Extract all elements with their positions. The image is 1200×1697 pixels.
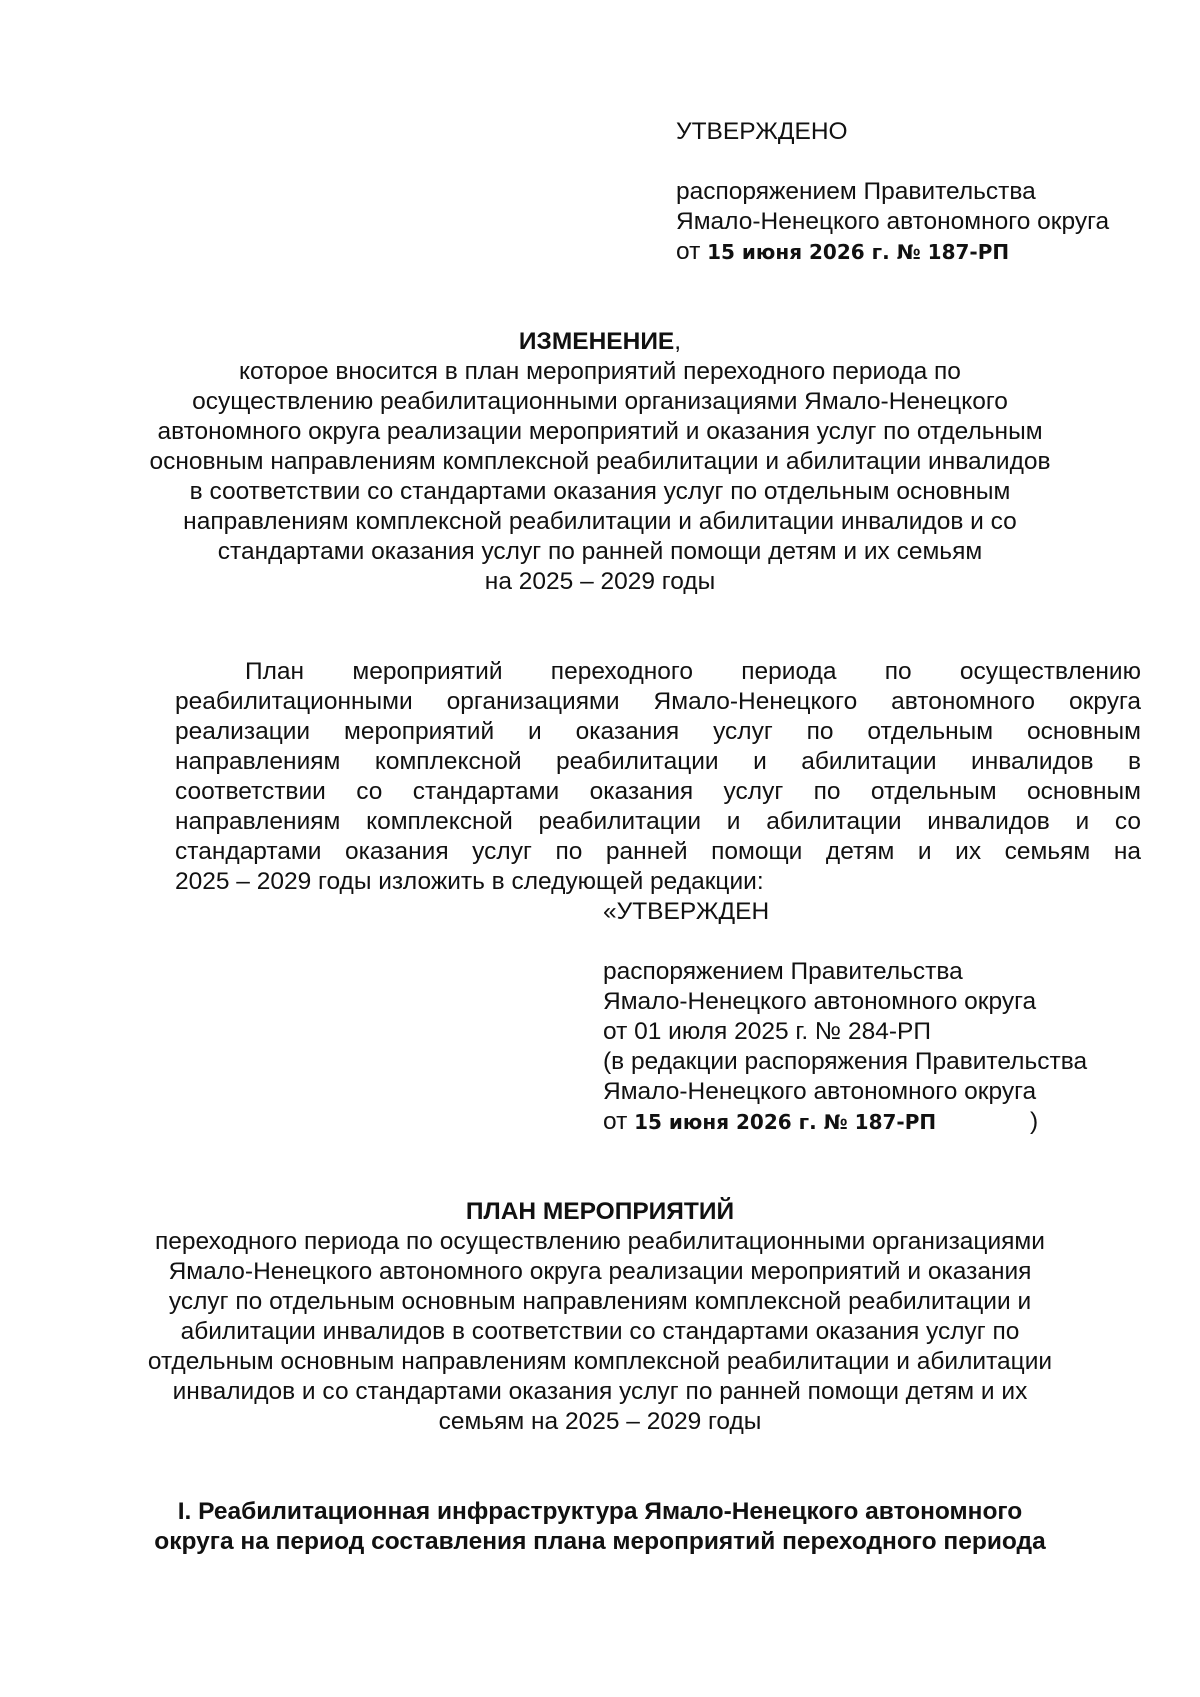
approved-plan-line-1: распоряжением Правительства <box>603 958 963 985</box>
change-line-6: направлениям комплексной реабилитации и абилитации инвалидов и со <box>183 508 1017 535</box>
change-title <box>0 327 1200 357</box>
approved-plan-line-2: Ямало-Ненецкого автономного округа <box>603 988 1037 1015</box>
approval-title: УТВЕРЖДЕНО <box>676 118 848 145</box>
change-line-4: основным направлениям комплексной реабилитации и абилитации инвалидов <box>149 448 1051 475</box>
plan-line-7: семьям на 2025 – 2029 годы <box>438 1408 762 1435</box>
paragraph-line-5: соответствии со стандартами оказания услуг по отдельным основным <box>175 778 1141 805</box>
plan-line-2: Ямало-Ненецкого автономного округа реализации мероприятий и оказания <box>168 1258 1032 1285</box>
paragraph-line-7: стандартами оказания услуг по ранней помощи детям и их семьям на <box>175 838 1141 865</box>
approved-plan-date-signature: 15 июня 2026 г. № 187-РП <box>634 1110 937 1134</box>
approved-plan-line-5: Ямало-Ненецкого автономного округа <box>603 1078 1037 1105</box>
plan-line-6: инвалидов и со стандартами оказания услуг по ранней помощи детям и их <box>172 1378 1028 1405</box>
change-line-8: на 2025 – 2029 годы <box>484 568 716 595</box>
change-title-text: ИЗМЕНЕНИЕ <box>518 328 675 355</box>
plan-line-5: отдельным основным направлениям комплексной реабилитации и абилитации <box>147 1348 1053 1375</box>
approved-plan-date-prefix: от <box>603 1108 628 1135</box>
approved-plan-closing-paren: ) <box>1030 1108 1039 1135</box>
change-title-punct: , <box>674 328 682 355</box>
main-paragraph <box>175 657 1141 897</box>
approval-line-1: распоряжением Правительства <box>676 178 1036 205</box>
change-line-1: которое вносится в план мероприятий переходного периода по <box>239 358 961 385</box>
plan-line-3: услуг по отдельным основным направлениям комплексной реабилитации и <box>168 1288 1032 1315</box>
change-line-5: в соответствии со стандартами оказания услуг по отдельным основным <box>189 478 1011 505</box>
paragraph-line-1: План мероприятий переходного периода по осуществлению <box>245 658 1141 685</box>
approval-date-signature: 15 июня 2026 г. № 187-РП <box>707 240 1010 264</box>
paragraph-line-8: 2025 – 2029 годы изложить в следующей редакции: <box>175 868 764 895</box>
plan-line-4: абилитации инвалидов в соответствии со стандартами оказания услуг по <box>180 1318 1020 1345</box>
paragraph-line-4: направлениям комплексной реабилитации и абилитации инвалидов в <box>175 748 1141 775</box>
paragraph-line-2: реабилитационными организациями Ямало-Ненецкого автономного округа <box>175 688 1141 715</box>
approval-date-prefix: от <box>676 238 701 265</box>
approved-plan-title: «УТВЕРЖДЕН <box>603 898 770 925</box>
approved-plan-date <box>603 1107 936 1137</box>
approved-plan-line-4: (в редакции распоряжения Правительства <box>603 1048 1088 1075</box>
paragraph-line-3: реализации мероприятий и оказания услуг по отдельным основным <box>175 718 1141 745</box>
approval-line-2: Ямало-Ненецкого автономного округа <box>676 208 1110 235</box>
approved-plan-line-3: от 01 июля 2025 г. № 284-РП <box>603 1018 932 1045</box>
change-line-3: автономного округа реализации мероприятий и оказания услуг по отдельным <box>157 418 1043 445</box>
paragraph-line-6: направлениям комплексной реабилитации и абилитации инвалидов и со <box>175 808 1141 835</box>
plan-title: ПЛАН МЕРОПРИЯТИЙ <box>465 1198 735 1225</box>
section-1-heading-line-2: округа на период составления плана мероприятий переходного периода <box>154 1528 1046 1555</box>
change-line-2: осуществлению реабилитационными организациями Ямало-Ненецкого <box>192 388 1008 415</box>
approval-date <box>676 237 1009 267</box>
change-line-7: стандартами оказания услуг по ранней помощи детям и их семьям <box>217 538 983 565</box>
plan-line-1: переходного периода по осуществлению реабилитационными организациями <box>155 1228 1045 1255</box>
section-1-heading-line-1: I. Реабилитационная инфраструктура Ямало-Ненецкого автономного <box>177 1498 1023 1525</box>
